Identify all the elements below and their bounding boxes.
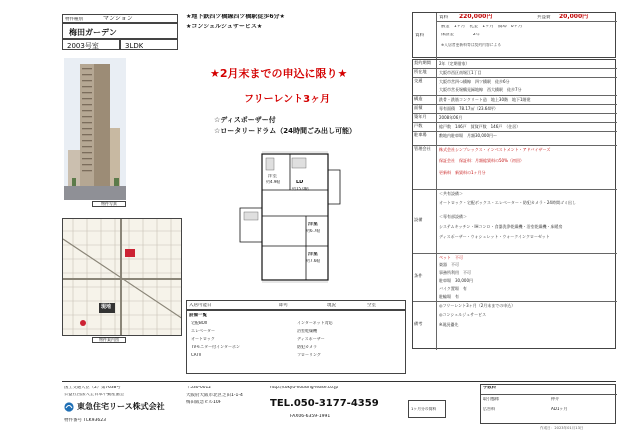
- company-name: 東急住宅リース株式会社: [77, 402, 165, 411]
- created-date: 作成日：2023年01月13日: [540, 426, 584, 430]
- move-in-row: [186, 300, 406, 310]
- equipment-item: インターネット対応: [297, 321, 333, 325]
- property-number: 物件番号 TLK93623: [64, 418, 106, 423]
- conditions-row: [413, 254, 617, 302]
- condition-item: ペット 不可: [439, 255, 463, 260]
- info-value: 大阪市西区南堀江1丁目: [439, 70, 482, 75]
- rent-row-label: 賃料: [415, 33, 424, 38]
- layout-type: 3LDK: [125, 42, 144, 50]
- common-fee-label: 共益費: [537, 14, 551, 20]
- room-w1-label: 洋室: [308, 222, 319, 227]
- renewal-note: ※入居者更新料等は契約内容による: [441, 43, 502, 47]
- info-row: [413, 78, 617, 96]
- occupancy-value: 空室: [367, 303, 376, 308]
- info-row: [413, 96, 617, 105]
- building-name: 梅田ガーデン: [69, 28, 117, 37]
- rent-label: 賃料: [439, 14, 448, 20]
- info-head: 構造: [413, 96, 437, 104]
- fee-table-divider: [481, 394, 617, 395]
- type-label: 物件種別: [65, 16, 83, 22]
- room-ld-size: 約15.0帖: [292, 187, 309, 191]
- fee-stamp: [408, 400, 446, 418]
- info-row: [413, 123, 617, 132]
- info-value: 専有面積 78.17㎡（23.64坪）: [439, 106, 498, 111]
- layout-box: [120, 39, 178, 50]
- info-row: [413, 114, 617, 123]
- equipment-item: フローリング: [297, 353, 321, 357]
- condition-item: 駐車場 30,000円: [439, 278, 473, 283]
- equipment-list-title: 設備一覧: [189, 313, 207, 318]
- room-w2-label: 洋室: [308, 252, 319, 257]
- phone-number: TEL.050-3177-4359: [270, 398, 379, 409]
- rent-row-header: [413, 13, 437, 59]
- equipment-item: 宅配BOX: [191, 321, 208, 325]
- info-value: 総戸数 146戸 賃貸戸数 146戸 （住居）: [439, 124, 521, 129]
- info-row: [413, 69, 617, 78]
- info-head: 契約期間: [413, 60, 437, 68]
- equipment-text: システムキッチン・IHコンロ・食器洗浄乾燥機・浴室乾燥機・床暖房: [439, 224, 563, 229]
- contract-term: 2年: [473, 33, 481, 37]
- management-row: [413, 146, 617, 190]
- room-number-box: [62, 39, 120, 50]
- property-type: マンション: [103, 16, 133, 22]
- equipment-text: オートロック・宅配ボックス・エレベーター・防犯カメラ・24時間ゴミ出し: [439, 200, 576, 205]
- info-value: 鉄骨・鉄筋コンクリート造 地上30階 地下1階建: [439, 97, 531, 102]
- common-fee-value: 20,000円: [559, 14, 589, 20]
- footer-divider: [62, 381, 616, 382]
- floor-plan-drawing: [232, 150, 348, 290]
- info-value: 2008年06月: [439, 115, 463, 120]
- equipment-text: ディスポーザー・ウォシュレット・ウォークインクローゼット: [439, 234, 550, 239]
- feature-rotary-drum: ☆ロータリードラム（24時間ごみ出し可能）: [214, 127, 356, 135]
- info-head: 交通: [413, 78, 437, 95]
- info-row: [413, 60, 617, 69]
- info-value: 大阪市営長堀鶴見緑地線 西大橋駅 徒歩7分: [439, 87, 522, 92]
- occupancy-label: 現況: [327, 303, 336, 308]
- room-w3-size: 約4.9帖: [266, 180, 281, 184]
- condition-item: 楽器 不可: [439, 262, 459, 267]
- rent-line: [437, 13, 617, 22]
- guarantee-terms: 保証会社 保証料：月額総賃料の50%（初回）: [439, 158, 524, 163]
- address-building: 梅田阪急ビル10F: [186, 400, 222, 405]
- remarks-row: [413, 302, 617, 350]
- rent-box: [412, 12, 616, 58]
- equipment-item: ディスポーザー: [297, 337, 325, 341]
- postal-code: 〒530-0012: [186, 386, 211, 390]
- feature-disposer: ☆ディスポーザー付: [214, 116, 276, 124]
- condition-item: 駐輪場 有: [439, 294, 459, 299]
- equipment-item: CATV: [191, 353, 202, 357]
- info-head: 駐車場: [413, 132, 437, 145]
- move-in-label: 入居可能日: [189, 303, 212, 308]
- map-caption: 物件案内図: [92, 337, 126, 343]
- promo-line-2: ★コンシェルジュサービス★: [186, 24, 263, 30]
- equipment-subtitle: ＜専有部設備＞: [439, 214, 467, 219]
- rent-value: 220,000円: [459, 14, 493, 20]
- promo-line-1: ★地下鉄四ツ橋線四ツ橋駅徒歩6分★: [186, 14, 285, 20]
- equipment-row: [413, 190, 617, 254]
- guarantee-label: 保証金: [441, 33, 454, 37]
- condition-item: バイク置場 有: [439, 286, 467, 291]
- room-w2-size: 約7.6帖: [306, 259, 321, 263]
- fee-cell: AD1ヶ月: [551, 407, 568, 411]
- photo-caption: 物件写真: [92, 201, 126, 207]
- address: 大阪府大阪市北区芝田1-1-4: [186, 393, 243, 398]
- room-w3-label: 洋室: [268, 174, 277, 179]
- equipment-list-box: [186, 310, 406, 374]
- management-company: 株式会社シンプレックス・インベストメント・アドバイザーズ: [439, 147, 551, 152]
- room-number: 2003号室: [67, 42, 99, 50]
- property-info-table: [412, 59, 616, 349]
- area-map: [62, 218, 182, 336]
- renewal-terms: 更新料 新賃料の1ヶ月分: [439, 170, 486, 175]
- company-logo-icon: [64, 402, 74, 412]
- license-number: 国土交通大臣（2）第7638号: [64, 386, 121, 390]
- info-row: [413, 105, 617, 114]
- website-url: http://tokyu-housing-lease.co.jp: [270, 386, 339, 390]
- management-head: 管理会社: [413, 146, 437, 189]
- remark-line: ※現況優先: [439, 322, 459, 327]
- building-illustration: [64, 58, 126, 200]
- fee-cell: 仲介: [551, 397, 559, 401]
- equipment-item: TVモニター付インターホン: [191, 345, 241, 349]
- equipment-item: 防犯カメラ: [297, 345, 317, 349]
- association: 公益社団法人全日本不動産協会: [64, 393, 125, 397]
- room-ld-label: LD: [296, 180, 304, 185]
- move-in-value: 即可: [279, 303, 288, 308]
- map-landmark: 現地: [101, 304, 112, 310]
- equipment-head: 設備: [413, 190, 437, 253]
- info-value: 大阪市営四つ橋線 四ツ橋駅 徒歩6分: [439, 79, 510, 84]
- floor-plan: [232, 150, 348, 290]
- deposit-terms: 敷金 1ヶ月 礼金 1ヶ月 償却 0ヶ月: [441, 25, 523, 29]
- info-head: 所在地: [413, 69, 437, 77]
- fee-stamp-text: 1ヶ月分の賃料: [411, 407, 437, 411]
- equipment-title: ＜共有設備＞: [439, 191, 463, 196]
- fee-table: [480, 384, 616, 424]
- info-value: 敷地内駐車場 月額30,000円〜: [439, 133, 497, 138]
- conditions-head: 条件: [413, 254, 437, 301]
- map-illustration: [63, 219, 182, 336]
- info-row: [413, 132, 617, 146]
- fee-cell: 広告料: [483, 407, 495, 411]
- equipment-item: 浴室乾燥機: [297, 329, 317, 333]
- sub-headline: フリーレント3ヶ月: [244, 94, 331, 105]
- remark-line: ◎フリーレント3ヶ月（2月末までの申込）: [439, 303, 516, 308]
- info-head: 戸数: [413, 123, 437, 131]
- info-head: 築年月: [413, 114, 437, 122]
- info-head: 面積: [413, 105, 437, 113]
- remark-line: ◎コンシェルジュサービス: [439, 312, 487, 317]
- equipment-item: エレベーター: [191, 329, 215, 333]
- fee-cell: 取引態様: [483, 397, 499, 401]
- room-w1-size: 約6.7帖: [306, 229, 321, 233]
- remarks-head: 備考: [413, 302, 437, 350]
- fee-table-title: 手数料: [483, 386, 496, 390]
- building-name-row: [62, 23, 178, 39]
- fax-number: FAX06-6359-1991: [290, 414, 331, 419]
- info-value: 2年（定期借家）: [439, 61, 470, 66]
- type-row: [62, 14, 178, 23]
- condition-item: 事務所利用 不可: [439, 270, 471, 275]
- headline: ★2月末までの申込に限り★: [210, 68, 348, 80]
- equipment-item: オートロック: [191, 337, 215, 341]
- building-photo: [64, 58, 126, 200]
